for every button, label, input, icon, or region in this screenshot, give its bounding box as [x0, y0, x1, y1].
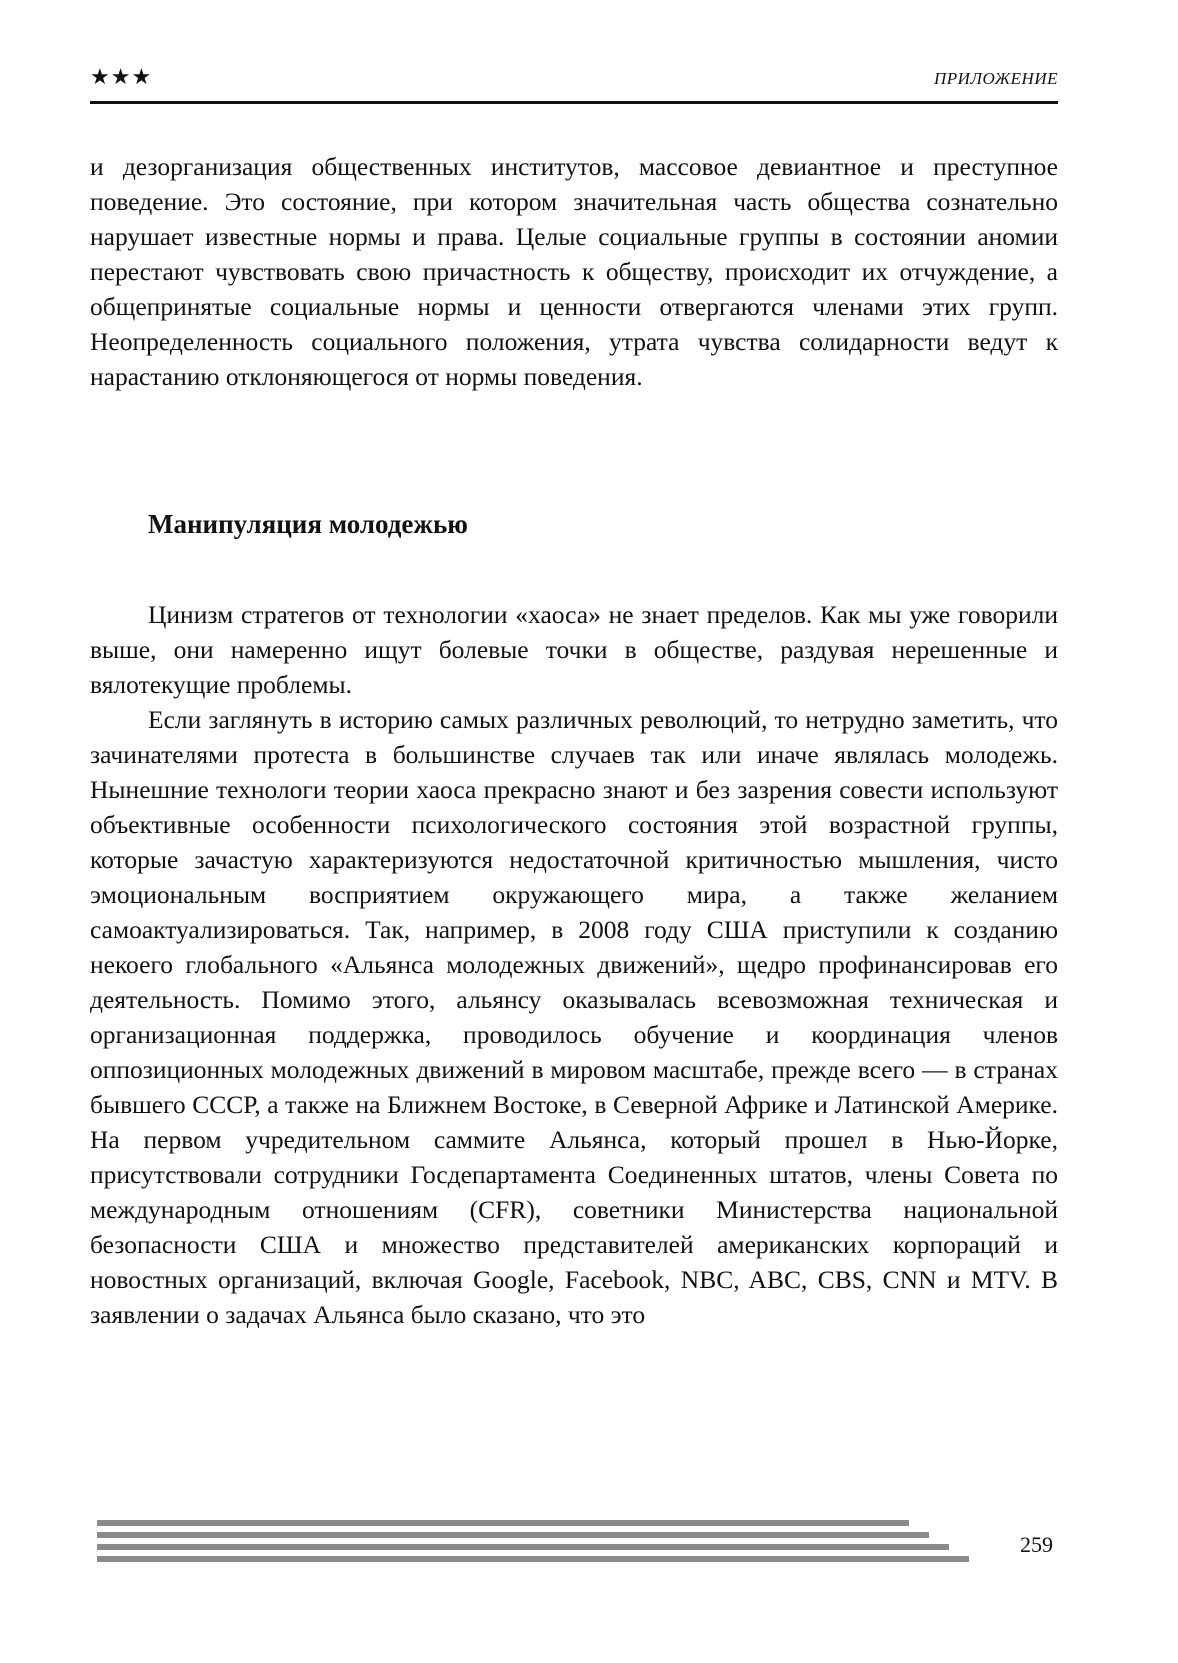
- footer-stripes-decoration: [97, 1520, 1009, 1568]
- footer-stripe: [97, 1544, 949, 1550]
- footer-stripe: [97, 1532, 929, 1538]
- paragraph: и дезорганизация общественных институтов, массовое девиантное и преступное поведение. Это состояние, при котором значительная часть общества сознательно нарушает известные нормы и права. Целые социальные группы в состоянии аномии перестают чувствовать свою причастность к обществу, происходит их отчуждение, а общепринятые социальные нормы и ценности отвергаются членами этих групп. Неопределенность социального положения, утрата чувства солидарности ведут к нарастанию отклоняющегося от нормы поведения.: [90, 152, 1058, 391]
- section-text-block: [90, 597, 1058, 1332]
- page-number: 259: [1020, 1532, 1053, 1557]
- footer-stripe: [97, 1520, 909, 1526]
- paragraph: Если заглянуть в историю самых различных революций, то нетрудно заметить, что зачинателями протеста в большинстве случаев так или иначе являлась молодежь. Нынешние технологи теории хаоса прекрасно знают и без зазрения совести используют объективные особенности психологического состояния этой возрастной группы, которые зачастую характеризуются недостаточной критичностью мышления, чисто эмоциональным восприятием окружающего мира, а также желанием самоактуализироваться. Так, например, в 2008 году США приступили к созданию некоего глобального «Альянса молодежных движений», щедро профинансировав его деятельность. Помимо этого, альянсу оказывалась всевозможная техническая и организационная поддержка, проводилось обучение и координация членов оппозиционных молодежных движений в мировом масштабе, прежде всего — в странах бывшего СССР, а также на Ближнем Востоке, в Северной Африке и Латинской Америке. На первом учредительном саммите Альянса, который прошел в Нью-Йорке, присутствовали сотрудники Госдепартамента Соединенных штатов, члены Совета по международным отношениям (CFR), советники Министерства национальной безопасности США и множество представителей американских корпораций и новостных организаций, включая Google, Facebook, NBC, ABC, CBS, CNN и MTV. В заявлении о задачах Альянса было сказано, что это: [90, 705, 1058, 1329]
- section-heading: Манипуляция молодежью: [148, 509, 468, 539]
- stars-ornament-icon: ★★★: [90, 65, 153, 90]
- section-label: ПРИЛОЖЕНИЕ: [934, 69, 1058, 88]
- running-header: [90, 64, 1058, 104]
- paragraph: Цинизм стратегов от технологии «хаоса» не знает пределов. Как мы уже говорили выше, они намеренно ищут болевые точки в обществе, раздувая нерешенные и вялотекущие проблемы.: [90, 600, 1058, 699]
- header-divider: [90, 101, 1058, 104]
- continued-text-block: [90, 149, 1058, 394]
- footer-stripe: [97, 1556, 969, 1562]
